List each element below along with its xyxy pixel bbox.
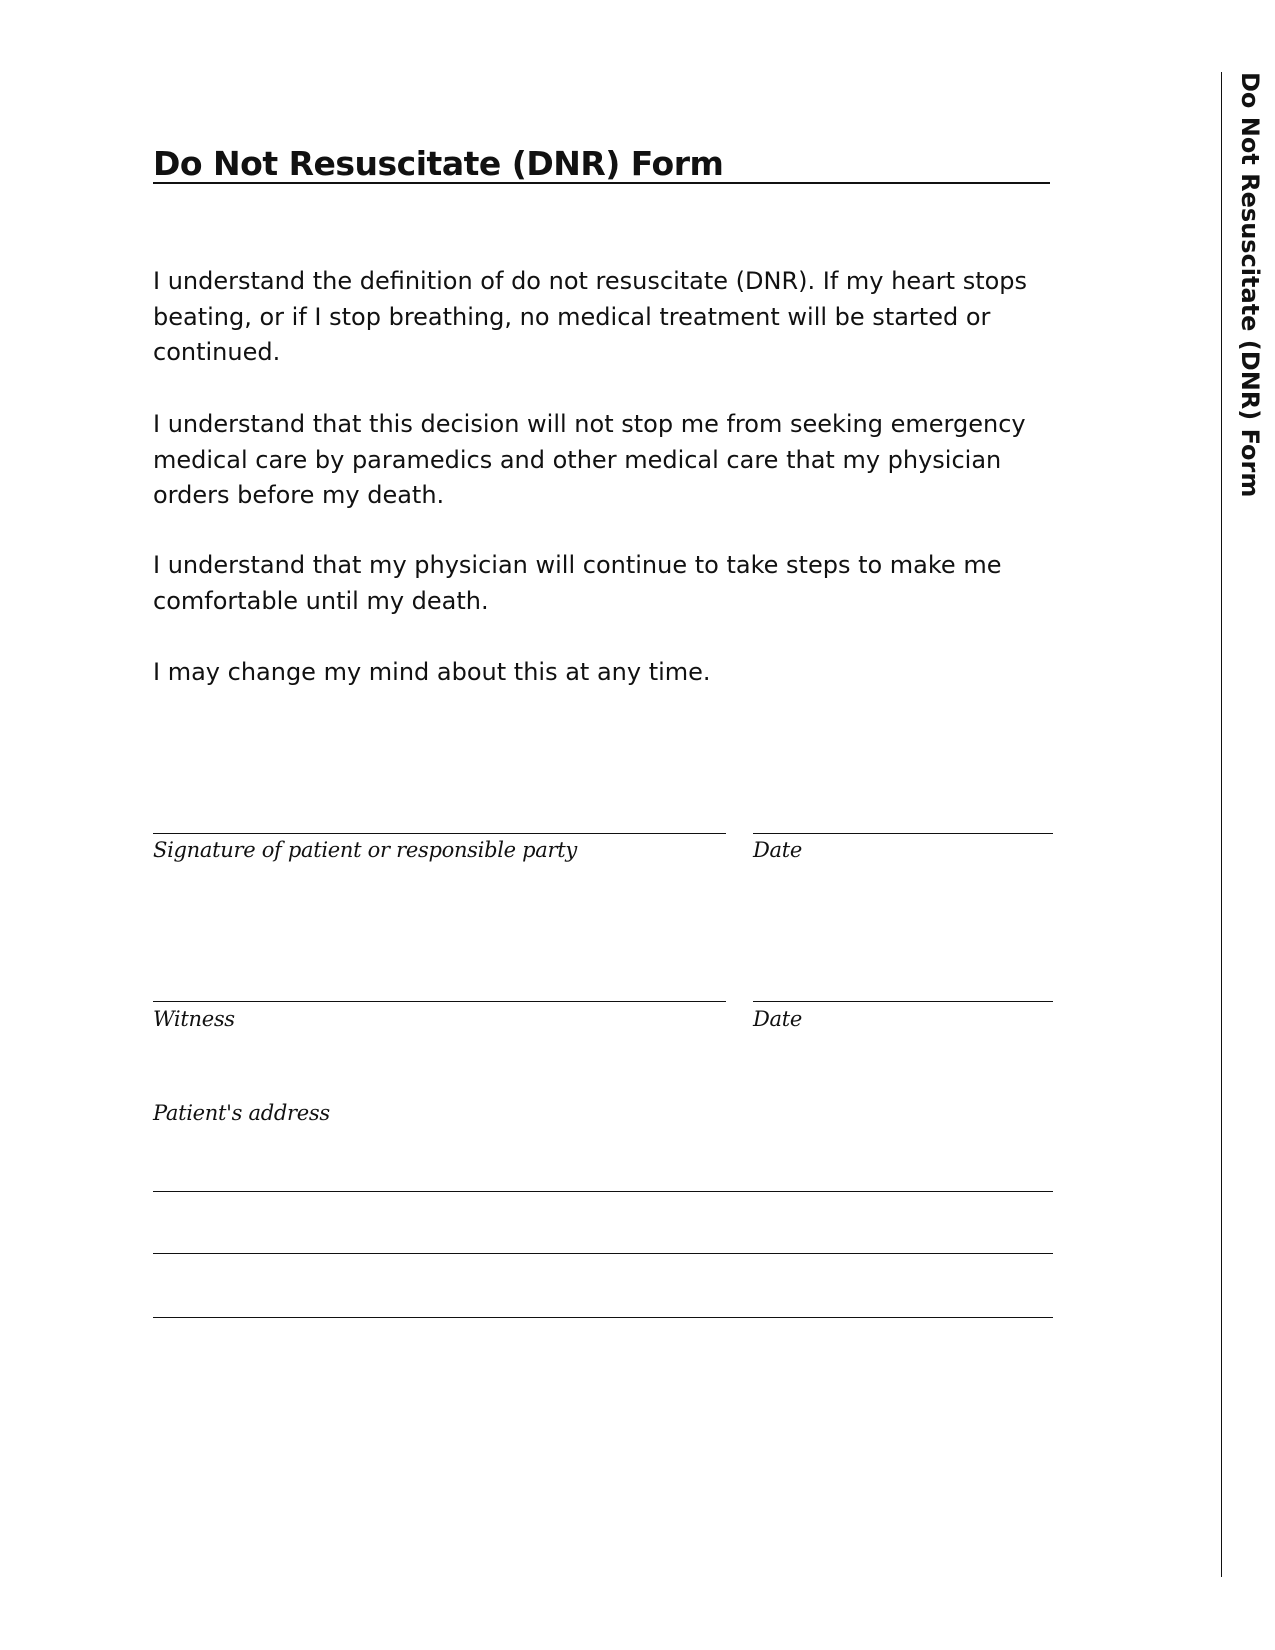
witness-line[interactable] [153, 1001, 726, 1002]
witness-date-label: Date [753, 1007, 803, 1031]
witness-date-line[interactable] [753, 1001, 1053, 1002]
signature-date-label: Date [753, 838, 803, 862]
signature-label: Signature of patient or responsible party [153, 838, 577, 862]
paragraph-emergency-care: I understand that this decision will not stop me from seeking emergency medical care by paramedics and other medical care that my physician orders before my death. [153, 410, 1026, 509]
witness-label: Witness [153, 1007, 235, 1031]
paragraph-change-mind: I may change my mind about this at any time. [153, 658, 711, 686]
address-line-1[interactable] [153, 1191, 1053, 1192]
signature-line[interactable] [153, 833, 726, 834]
page-title: Do Not Resuscitate (DNR) Form [153, 146, 1050, 184]
paragraph-comfort: I understand that my physician will continue to take steps to make me comfortable until my death. [153, 551, 1002, 615]
paragraph-definition: I understand the definition of do not resuscitate (DNR). If my heart stops beating, or if I stop breathing, no medical treatment will be started or continued. [153, 267, 1028, 366]
address-line-3[interactable] [153, 1317, 1053, 1318]
address-line-2[interactable] [153, 1253, 1053, 1254]
address-label: Patient's address [153, 1101, 330, 1125]
margin-divider [1221, 72, 1222, 1577]
side-title: Do Not Resuscitate (DNR) Form [1236, 72, 1264, 498]
signature-date-line[interactable] [753, 833, 1053, 834]
